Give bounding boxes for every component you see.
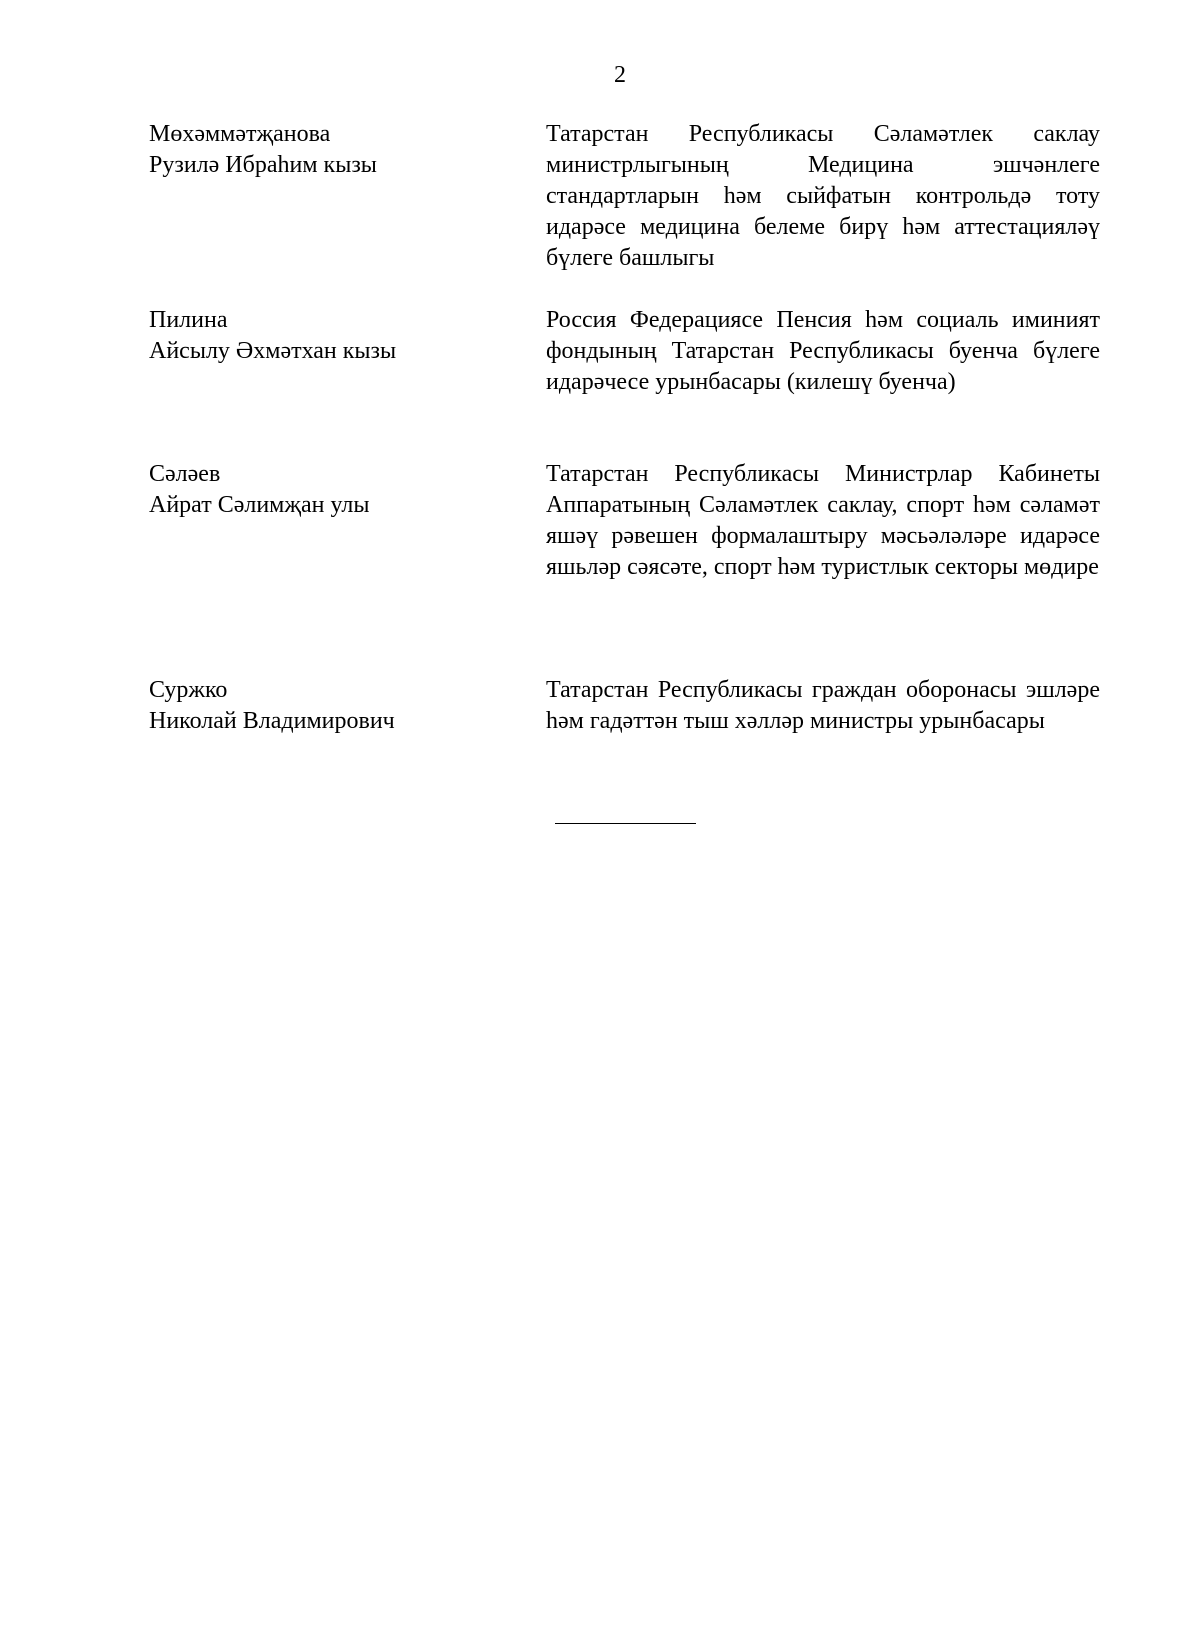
- member-surname: Сәләев: [149, 461, 221, 487]
- member-name: [149, 459, 509, 521]
- member-name: [149, 675, 509, 737]
- member-surname: Пилина: [149, 307, 228, 333]
- page-number: 2: [614, 62, 626, 88]
- member-surname: Мөхәммәтҗанова: [149, 121, 331, 147]
- member-position: Татарстан Республикасы граждан оборонасы эшләре һәм гадәттән тыш хәлләр министры урынбасары: [546, 677, 1100, 734]
- end-divider-line: [555, 823, 696, 824]
- member-name: [149, 119, 509, 181]
- member-position: Россия Федерациясе Пенсия һәм социаль иминият фондының Татарстан Республикасы буенча бүлеге идарәчесе урынбасары (килешү буенча): [546, 307, 1100, 395]
- member-position: Татарстан Республикасы Министрлар Кабинеты Аппаратының Сәламәтлек саклау, спорт һәм сәламәт яшәү рәвешен формалаштыру мәсьәләләре идарәсе яшьләр сәясәте, спорт һәм туристлык секторы мөдире: [546, 461, 1100, 580]
- member-position: Татарстан Республикасы Сәламәтлек саклау министрлыгының Медицина эшчәнлеге стандартларын һәм сыйфатын контрольдә тоту идарәсе медицина белеме бирү һәм аттестацияләү бүлеге башлыгы: [546, 121, 1100, 271]
- member-given-names: Рузилә Ибраһим кызы: [149, 152, 377, 178]
- member-name: [149, 305, 509, 367]
- member-given-names: Айрат Сәлимҗан улы: [149, 492, 370, 518]
- member-surname: Суржко: [149, 677, 228, 703]
- member-given-names: Айсылу Әхмәтхан кызы: [149, 338, 397, 364]
- member-given-names: Николай Владимирович: [149, 708, 395, 734]
